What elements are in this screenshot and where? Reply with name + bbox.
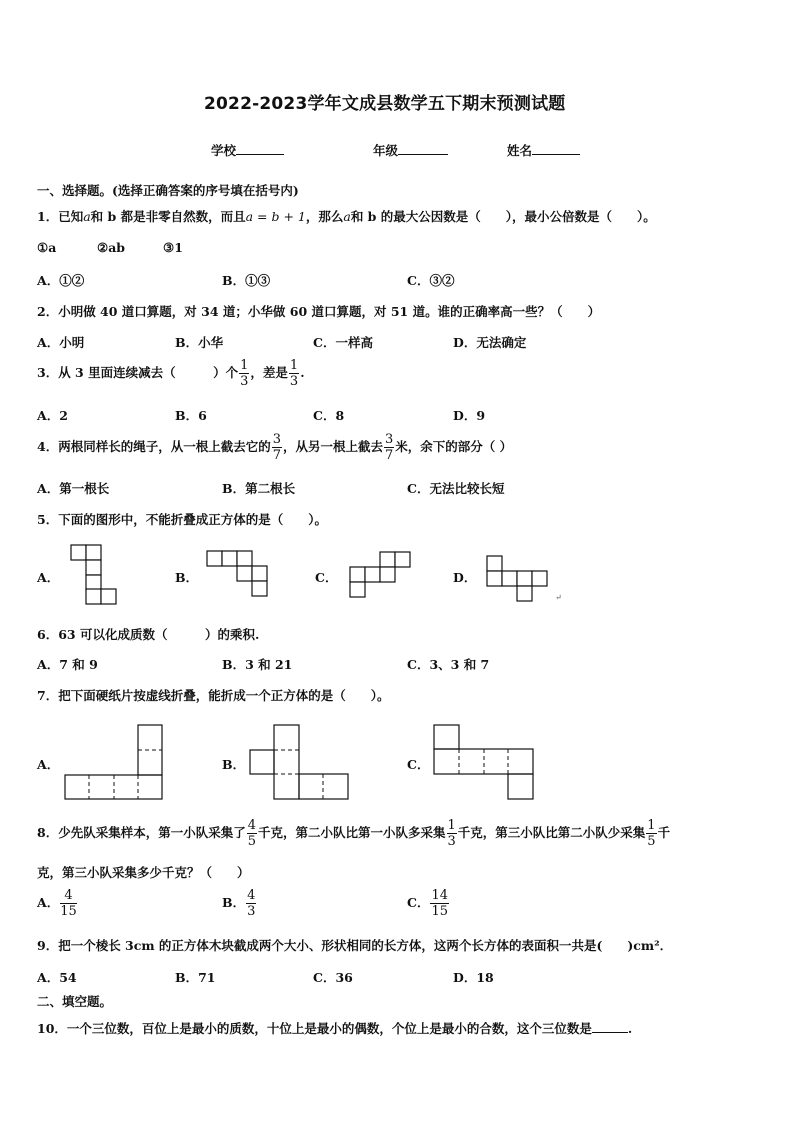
grade-field [373,141,448,159]
q1-option-b[interactable]: B．①③ [222,273,271,288]
q8-option-c[interactable]: C． $\frac{14}{15}$ [407,888,448,919]
question-4: 4．两根同样长的绳子，从一根上截去它的 $\frac{3}{7}$ ，从另一根上截去 $\frac{3}{7}$ 米，余下的部分（ ） [37,432,513,463]
q5-option-d-label[interactable]: D． [453,570,477,585]
q7-option-b-label[interactable]: B． [222,757,246,772]
q8-option-a[interactable]: A． $\frac{4}{15}$ [37,888,77,919]
q9-option-c[interactable]: C．36 [313,970,353,985]
q4-option-b[interactable]: B．第二根长 [222,481,296,496]
question-3: 3．从 3 里面连续减去（ ）个 $\frac{1}{3}$ ，差是 $\frac{1}{3}$ . [37,358,305,389]
q2-option-c[interactable]: C．一样高 [313,335,373,350]
q4-option-c[interactable]: C．无法比较长短 [407,481,505,496]
fraction: $\frac{1}{5}$ [647,818,656,849]
q1-option-a[interactable]: A．①② [37,273,85,288]
q1-item: ①a [37,240,57,255]
fraction: $\frac{1}{3}$ [289,358,299,389]
name-label: 姓名 [507,143,533,158]
q2-option-b[interactable]: B．小华 [175,335,224,350]
q6-option-a[interactable]: A．7 和 9 [37,657,98,672]
question-8: 8．少先队采集样本，第一小队采集了 $\frac{4}{5}$ 千克，第二小队比第一小队多采集 $\frac{1}{3}$ 千克，第三小队比第二小队少采集 $\frac{1}{5}$ 千 [37,818,671,849]
q3-option-d[interactable]: D．9 [453,408,486,423]
q2-option-a[interactable]: A．小明 [37,335,85,350]
q2-option-d[interactable]: D．无法确定 [453,335,527,350]
paper-net-c[interactable] [0,0,1,1]
section-heading: 二、填空题。 [37,994,113,1009]
fraction: $\frac{4}{5}$ [247,818,256,849]
fraction: $\frac{1}{3}$ [240,358,249,389]
question-6: 6．63 可以化成质数（ ）的乘积. [37,627,260,642]
question-1: 1．已知a和 b 都是非零自然数，而且a = b + 1，那么a和 b 的最大公因数是（ ），最小公倍数是（ ）。 [37,209,656,224]
return-mark: ↵ [555,593,562,602]
q3-option-a[interactable]: A．2 [37,408,68,423]
q5-option-b-label[interactable]: B． [175,570,199,585]
q3-option-c[interactable]: C．8 [313,408,345,423]
q9-option-a[interactable]: A．54 [37,970,77,985]
section-heading: 一、选择题。(选择正确答案的序号填在括号内) [37,183,299,198]
q1-item: ②ab [97,240,126,255]
q4-option-a[interactable]: A．第一根长 [37,481,110,496]
grade-blank[interactable] [398,142,448,155]
question-7: 7．把下面硬纸片按虚线折叠，能折成一个正方体的是（ ）。 [37,688,390,703]
q6-option-c[interactable]: C．3、3 和 7 [407,657,490,672]
q9-option-d[interactable]: D．18 [453,970,494,985]
question-9: 9．把一个棱长 3cm 的正方体木块截成两个大小、形状相同的长方体，这两个长方体的表面积一共是( )cm²． [37,938,673,953]
q7-option-a-label[interactable]: A． [37,757,60,772]
fraction: $\frac{3}{7}$ [385,432,394,463]
q3-option-b[interactable]: B．6 [175,408,207,423]
school-label: 学校 [211,143,237,158]
q1-option-c[interactable]: C．③② [407,273,455,288]
fraction: $\frac{3}{7}$ [272,432,281,463]
fraction: $\frac{1}{3}$ [447,818,456,849]
q5-option-a-label[interactable]: A． [37,570,60,585]
question-2: 2．小明做 40 道口算题，对 34 道；小华做 60 道口算题，对 51 道。谁的正确率高一些？（ ） [37,304,601,319]
question-8-line2: 克，第三小队采集多少千克？（ ） [37,865,250,880]
name-blank[interactable] [532,142,580,155]
q6-option-b[interactable]: B．3 和 21 [222,657,293,672]
q8-option-b[interactable]: B． $\frac{4}{3}$ [222,888,256,919]
q9-option-b[interactable]: B．71 [175,970,216,985]
q7-option-c-label[interactable]: C． [407,757,430,772]
answer-blank[interactable] [592,1020,628,1033]
question-10: 10．一个三位数，百位上是最小的质数，十位上是最小的偶数，个位上是最小的合数，这个三位数是 . [37,1021,633,1036]
name-field [507,141,580,159]
question-5: 5．下面的图形中，不能折叠成正方体的是（ ）。 [37,512,327,527]
grade-label: 年级 [373,143,399,158]
q1-item: ③1 [163,240,183,255]
school-blank[interactable] [236,142,284,155]
q5-option-c-label[interactable]: C． [315,570,338,585]
page-title: 2022-2023学年文成县数学五下期末预测试题 [204,94,566,114]
school-field [211,141,284,159]
